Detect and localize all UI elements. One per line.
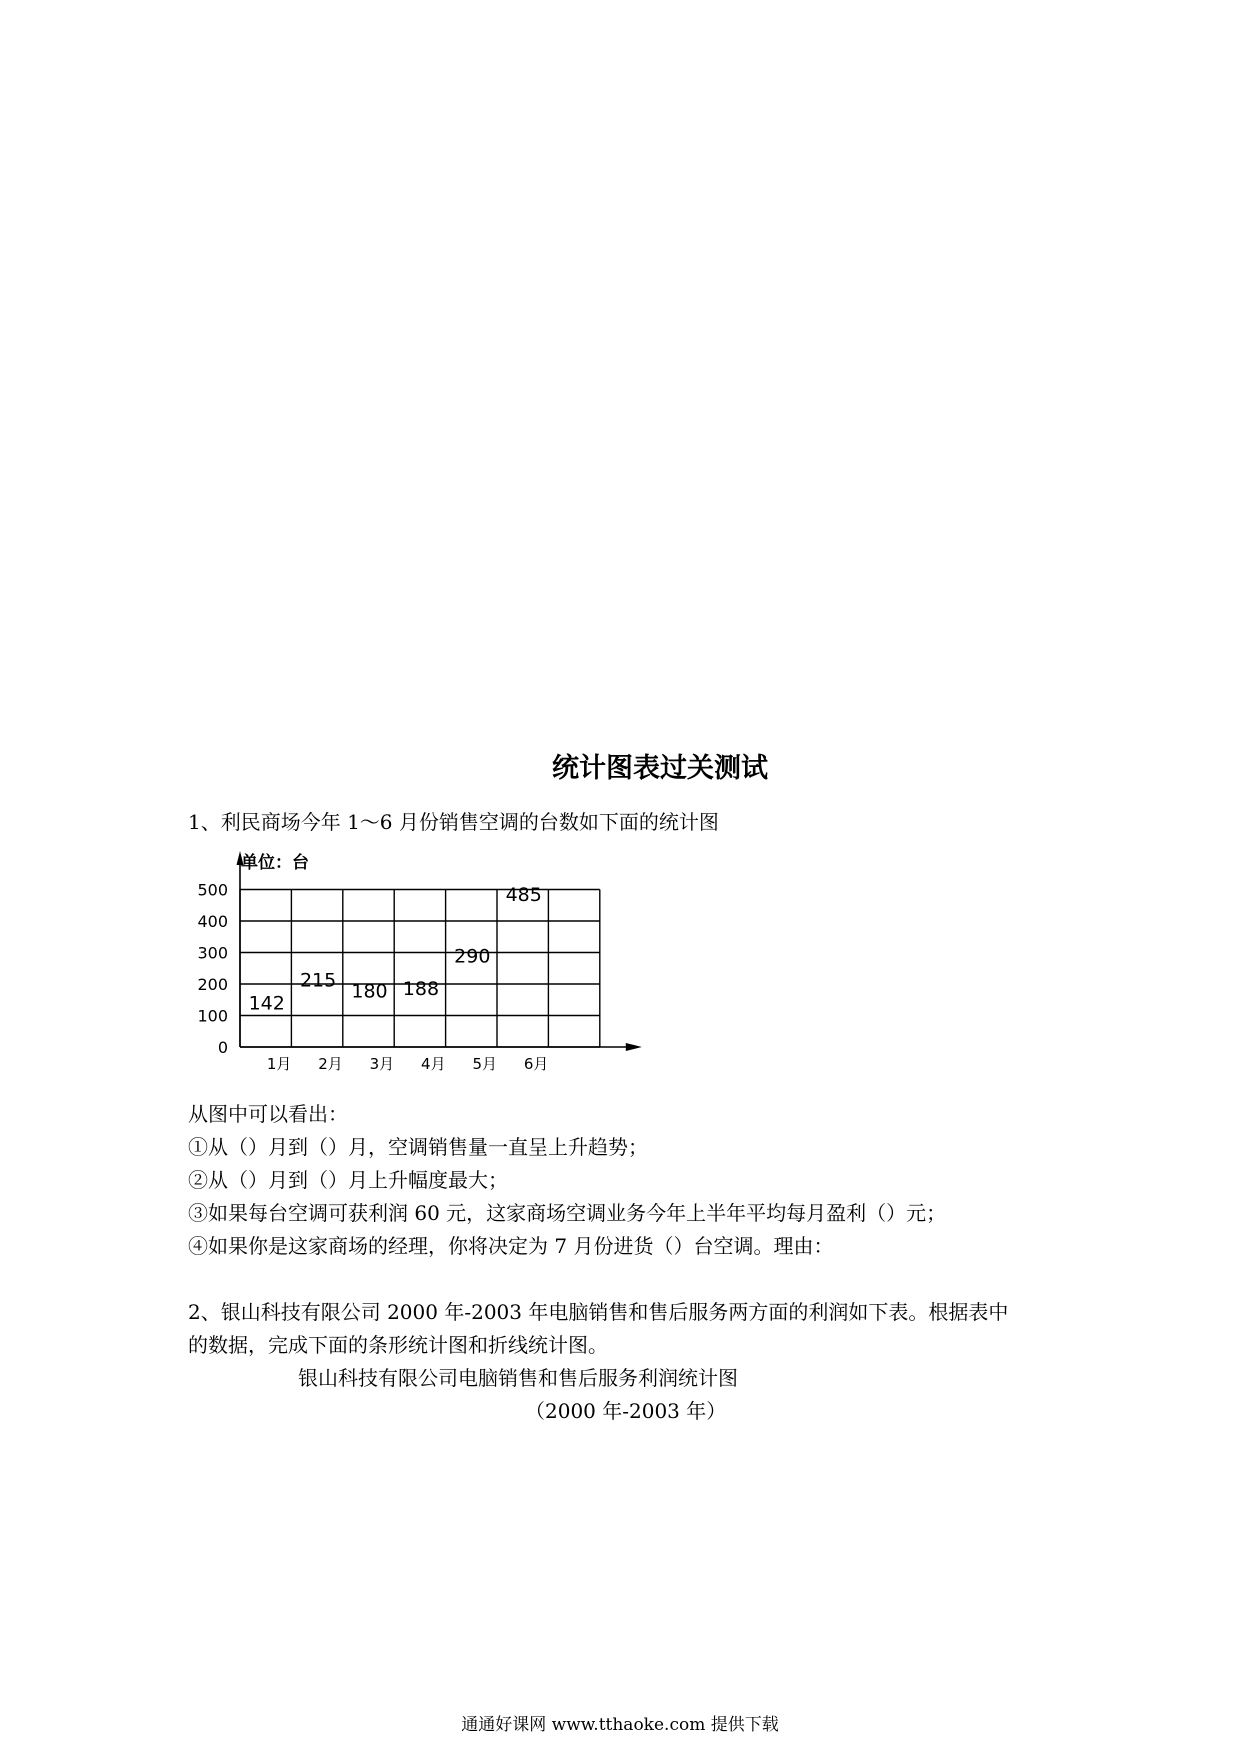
x-tick-label: 1月 (266, 1055, 292, 1073)
y-tick-label: 0 (217, 1038, 228, 1057)
question-1-intro: 1、利民商场今年 1～6 月份销售空调的台数如下面的统计图 (188, 810, 719, 834)
y-tick-label: 400 (197, 912, 228, 931)
y-tick-label: 200 (197, 975, 228, 994)
data-label: 188 (402, 977, 440, 1000)
x-tick-label: 2月 (318, 1055, 343, 1073)
chart-caption-years: （2000 年-2003 年） (525, 1399, 727, 1423)
x-tick-label: 5月 (472, 1055, 497, 1073)
x-tick-label: 6月 (523, 1055, 549, 1073)
x-tick-label: 3月 (369, 1055, 395, 1073)
data-label: 485 (505, 884, 542, 907)
y-tick-label: 500 (197, 880, 228, 900)
question-2-line-2: 的数据，完成下面的条形统计图和折线统计图。 (188, 1333, 608, 1357)
footer-credit: 通通好课网 www.tthaoke.com 提供下载 (461, 1715, 779, 1735)
x-axis-arrow (626, 1043, 642, 1051)
data-label: 142 (248, 992, 285, 1015)
question-1-item-2: ②从（）月到（）月上升幅度最大； (188, 1168, 508, 1192)
chart-caption: 银山科技有限公司电脑销售和售后服务利润统计图 (298, 1366, 738, 1390)
data-label: 180 (351, 980, 388, 1003)
unit-label: 单位：台 (241, 853, 309, 873)
chart-marks (197, 881, 548, 1074)
y-tick-label: 300 (197, 943, 228, 963)
question-1-item-4: ④如果你是这家商场的经理，你将决定为 7 月份进货（）台空调。理由： (188, 1234, 834, 1258)
question-1-item-1: ①从（）月到（）月，空调销售量一直呈上升趋势； (188, 1135, 648, 1159)
question-1-item-3: ③如果每台空调可获利润 60 元，这家商场空调业务今年上半年平均每月盈利（）元； (188, 1201, 947, 1225)
sales-chart (195, 845, 675, 1085)
data-label: 215 (299, 969, 337, 992)
question-2-line-1: 2、银山科技有限公司 2000 年-2003 年电脑销售和售后服务两方面的利润如下表。根据表中 (188, 1300, 1009, 1324)
chart-grid (237, 851, 642, 1051)
y-tick-label: 100 (197, 1006, 228, 1026)
page-title: 统计图表过关测试 (552, 753, 768, 784)
data-label: 290 (454, 945, 491, 968)
question-1-lead: 从图中可以看出： (188, 1102, 348, 1126)
x-tick-label: 4月 (421, 1055, 446, 1073)
